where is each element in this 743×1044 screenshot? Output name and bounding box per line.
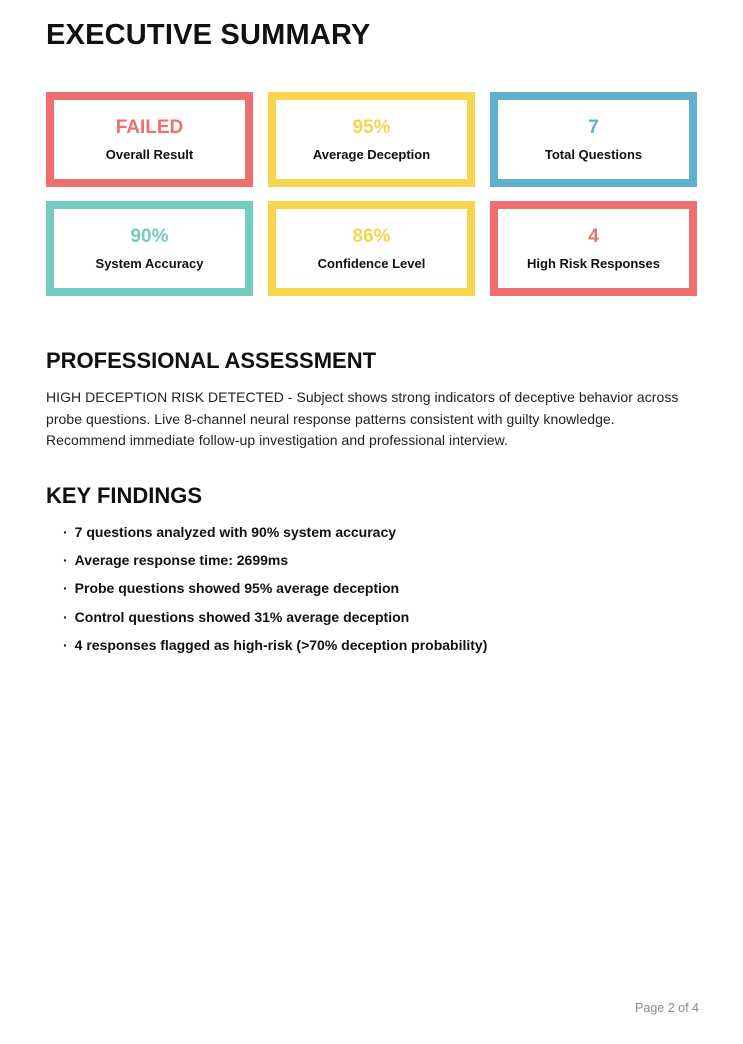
summary-cards (46, 92, 697, 296)
card-value: 86% (352, 225, 391, 247)
finding-text: Probe questions showed 95% average deception (74, 580, 400, 597)
finding-item (63, 551, 697, 569)
finding-item (63, 636, 697, 654)
stat-card (268, 92, 475, 187)
card-value: 95% (352, 116, 391, 138)
card-value: FAILED (115, 116, 184, 138)
finding-text: 7 questions analyzed with 90% system accuracy (74, 523, 397, 540)
card-label: Confidence Level (317, 255, 426, 271)
bullet-dot: · (63, 608, 68, 625)
bullet-dot: · (63, 580, 68, 597)
stat-card (268, 201, 475, 296)
card-value: 90% (130, 225, 169, 247)
page-number: Page 2 of 4 (635, 1001, 699, 1015)
card-label: Average Deception (312, 146, 431, 162)
report-content (0, 18, 743, 654)
finding-item (63, 523, 697, 541)
card-value: 4 (588, 225, 599, 247)
finding-text: 4 responses flagged as high-risk (>70% deception probability) (74, 637, 488, 654)
stat-card (490, 92, 697, 187)
card-value: 7 (588, 116, 599, 138)
stat-card (490, 201, 697, 296)
bullet-dot: · (63, 523, 68, 540)
assessment-body: HIGH DECEPTION RISK DETECTED - Subject shows strong indicators of deceptive behavior across probe questions. Live 8-channel neural response patterns consistent with guilty knowledge. Recommend immediate follow-up investigation and professional interview. (46, 389, 679, 449)
assessment-heading: PROFESSIONAL ASSESSMENT (46, 347, 377, 373)
finding-text: Control questions showed 31% average deception (74, 608, 410, 625)
card-label: Total Questions (544, 146, 643, 162)
card-label: High Risk Responses (527, 255, 660, 271)
finding-text: Average response time: 2699ms (74, 552, 289, 569)
stat-card (46, 92, 253, 187)
finding-item (63, 608, 697, 626)
finding-item (63, 579, 697, 597)
bullet-dot: · (63, 637, 68, 654)
card-label: Overall Result (105, 146, 194, 162)
key-findings-heading: KEY FINDINGS (46, 482, 203, 508)
stat-card (46, 201, 253, 296)
bullet-dot: · (63, 552, 68, 569)
page-title: EXECUTIVE SUMMARY (46, 19, 371, 51)
key-findings-list (46, 523, 697, 654)
card-label: System Accuracy (95, 255, 204, 271)
